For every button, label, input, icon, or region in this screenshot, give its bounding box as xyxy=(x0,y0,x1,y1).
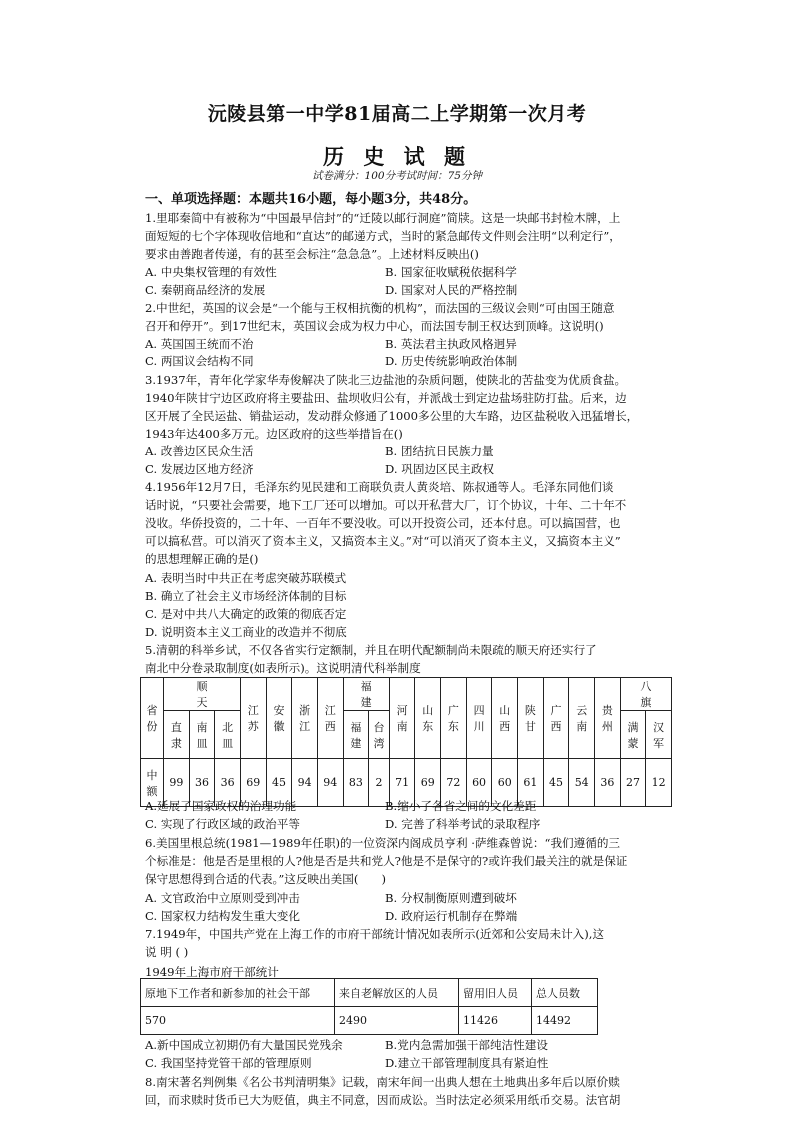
quota-cell: 99 xyxy=(164,759,190,807)
quota-cell: 60 xyxy=(492,759,518,807)
q2-option-c: C. 两国议会结构不同 xyxy=(145,354,254,368)
exam-title: 沅陵县第一中学81届高二上学期第一次月考 xyxy=(207,103,587,125)
sub-header: 满 蒙 xyxy=(620,711,646,759)
q5-option-d: D. 完善了科举考试的录取程序 xyxy=(385,817,541,831)
quota-cell: 71 xyxy=(389,759,415,807)
q7-option-a: A.新中国成立初期仍有大量国民党残余 xyxy=(145,1038,343,1052)
quota-cell: 45 xyxy=(543,759,569,807)
quota-cell: 60 xyxy=(466,759,492,807)
question-5-line: 南北中分卷录取制度(如表所示)。这说明清代科举制度 xyxy=(145,661,421,675)
question-4-line: 话时说，“只要社会需要，地下工厂还可以增加。可以开私营大厂，订个协议，十年、二十年不 xyxy=(145,498,627,512)
q5-option-a: A.延展了国家政权的治理功能 xyxy=(145,799,297,813)
q2-option-a: A. 英国国王统而不治 xyxy=(145,337,254,351)
table-caption: 1949年上海市府干部统计 xyxy=(145,965,279,979)
sub-header: 北 皿 xyxy=(215,711,241,759)
question-2-line: 2.中世纪，英国的议会是“一个能与王权相抗衡的机构”，而法国的三级议会则“可由国王随意 xyxy=(145,301,615,315)
quota-cell: 72 xyxy=(441,759,467,807)
cadre-value: 2490 xyxy=(335,1007,459,1035)
quota-cell: 36 xyxy=(189,759,215,807)
header-province: 山 东 xyxy=(415,678,441,759)
header-province: 陕 甘 xyxy=(518,678,544,759)
q1-option-b: B. 国家征收赋税依据科学 xyxy=(385,265,517,279)
question-1-line: 要求由善跑者传递，有的甚至会标注“急急急”。上述材料反映出() xyxy=(145,247,479,261)
quota-cell: 54 xyxy=(569,759,595,807)
q1-option-a: A. 中央集权管理的有效性 xyxy=(145,265,277,279)
q4-option-c: C. 是对中共八大确定的政策的彻底否定 xyxy=(145,607,347,621)
q4-option-b: B. 确立了社会主义市场经济体制的目标 xyxy=(145,589,347,603)
question-3-line: 3.1937年，青年化学家华寿俊解决了陕北三边盐池的杂质问题，使陕北的苦盐变为优质食盐。 xyxy=(145,373,627,387)
quota-cell: 45 xyxy=(266,759,292,807)
sub-header: 南 皿 xyxy=(189,711,215,759)
sub-header: 直 隶 xyxy=(164,711,190,759)
q1-option-d: D. 国家对人民的严格控制 xyxy=(385,283,518,297)
quota-cell: 83 xyxy=(343,759,369,807)
quota-cell: 36 xyxy=(215,759,241,807)
q2-option-d: D. 历史传统影响政治体制 xyxy=(385,354,518,368)
question-3-line: 区开展了全民运盐、销盐运动，发动群众修通了1000多公里的大车路，边区盐税收入迅猛增长， xyxy=(145,409,639,423)
cadre-header: 来自老解放区的人员 xyxy=(335,979,459,1007)
quota-cell: 69 xyxy=(415,759,441,807)
header-province: 贵 州 xyxy=(595,678,621,759)
question-4-line: 没收。华侨投资的，二十年、一百年不要没收。可以开投资公司，还本付息。可以搞国营，也 xyxy=(145,516,621,530)
question-2-line: 召开和停开”。到17世纪末，英国议会成为权力中心，而法国专制王权达到顶峰。这说明() xyxy=(145,319,604,333)
q6-option-c: C. 国家权力结构发生重大变化 xyxy=(145,909,300,923)
quota-cell: 27 xyxy=(620,759,646,807)
question-6-line: 个标准是：他是否是里根的人?他是否是共和党人?他是不是保守的?或许我们最关注的就是保证 xyxy=(145,854,628,868)
row-label: 中 额 xyxy=(141,759,164,807)
q2-option-b: B. 英法君主执政风格迥异 xyxy=(385,337,517,351)
cadre-value: 14492 xyxy=(532,1007,598,1035)
question-4-line: 可以搞私营。可以消灭了资本主义，又搞资本主义。”对“可以消灭了资本主义，又搞资本主义” xyxy=(145,534,621,548)
question-8-line: 8.南宋著名判例集《名公书判清明集》记载，南宋年间一出典人想在土地典出多年后以原价赎 xyxy=(145,1075,620,1089)
q3-option-c: C. 发展边区地方经济 xyxy=(145,462,254,476)
exam-subtitle: 历 史 试 题 xyxy=(323,144,471,169)
cadre-header: 总人员数 xyxy=(532,979,598,1007)
question-3-line: 1943年达400多万元。边区政府的这些举措旨在() xyxy=(145,427,403,441)
cadre-table xyxy=(140,978,598,1035)
q3-option-a: A. 改善边区民众生活 xyxy=(145,444,254,458)
header-province: 四 川 xyxy=(466,678,492,759)
sub-header: 福 建 xyxy=(343,711,369,759)
header-province: 河 南 xyxy=(389,678,415,759)
quota-cell: 36 xyxy=(595,759,621,807)
q7-option-d: D.建立干部管理制度具有紧迫性 xyxy=(385,1056,549,1070)
header-province: 云 南 xyxy=(569,678,595,759)
section-heading: 一、单项选择题：本题共16小题，每小题3分，共48分。 xyxy=(145,192,477,207)
q6-option-d: D. 政府运行机制存在弊端 xyxy=(385,909,518,923)
exam-meta: 试卷满分：100分考试时间：75分钟 xyxy=(312,170,482,182)
q5-option-c: C. 实现了行政区域的政治平等 xyxy=(145,817,300,831)
q5-option-b: B.缩小了各省之间的文化差距 xyxy=(385,799,537,813)
sub-header: 汉 军 xyxy=(646,711,672,759)
question-8-line: 回，而求赎时货币已大为贬值，典主不同意，因而成讼。当时法定必须采用纸币交易。法官胡 xyxy=(145,1093,621,1107)
province-header: 省 份 xyxy=(141,678,164,759)
q1-option-c: C. 秦朝商品经济的发展 xyxy=(145,283,266,297)
question-3-line: 1940年陕甘宁边区政府将主要盐田、盐坝收归公有，并派战士到定边盐场驻防打盐。后来，边 xyxy=(145,391,627,405)
q4-option-a: A. 表明当时中共正在考虑突破苏联模式 xyxy=(145,571,347,585)
q7-option-b: B.党内急需加强干部纯洁性建设 xyxy=(385,1038,548,1052)
cadre-header: 原地下工作者和新参加的社会干部 xyxy=(141,979,335,1007)
quota-cell: 12 xyxy=(646,759,672,807)
cadre-value: 11426 xyxy=(459,1007,532,1035)
q7-option-c: C. 我国坚持党管干部的管理原则 xyxy=(145,1056,312,1070)
quota-cell: 94 xyxy=(292,759,318,807)
header-province: 江 西 xyxy=(317,678,343,759)
question-7-line: 说 明 ( ) xyxy=(145,945,189,959)
header-province: 广 西 xyxy=(543,678,569,759)
question-6-line: 6.美国里根总统(1981—1989年任职)的一位资深内阁成员亨利 ·萨维森曾说：“我们遵循的三 xyxy=(145,836,621,850)
question-1-line: 1.里耶秦简中有被称为“中国最早信封”的“迁陵以邮行洞庭”简牍。这是一块邮书封检木牌，上 xyxy=(145,211,621,225)
question-7-line: 7.1949年，中国共产党在上海工作的市府干部统计情况如表所示(近郊和公安局未计入),这 xyxy=(145,927,605,941)
cadre-value: 570 xyxy=(141,1007,335,1035)
question-1-line: 面短短的七个字体现收信地和“直达”的邮递方式，当时的紧急邮传文件则会注明“以利定行”， xyxy=(145,229,621,243)
quota-cell: 2 xyxy=(369,759,390,807)
question-6-line: 保守思想得到合适的代表。”这反映出美国( ) xyxy=(145,872,387,886)
quota-cell: 69 xyxy=(240,759,266,807)
header-province: 安 徽 xyxy=(266,678,292,759)
header-province: 浙 江 xyxy=(292,678,318,759)
q3-option-b: B. 团结抗日民族力量 xyxy=(385,444,494,458)
question-4-line: 4.1956年12月7日，毛泽东约见民建和工商联负责人黄炎培、陈叔通等人。毛泽东同他们谈 xyxy=(145,480,614,494)
quota-table xyxy=(140,677,672,807)
header-province: 广 东 xyxy=(441,678,467,759)
header-baqi: 八 旗 xyxy=(620,678,671,711)
header-fujian: 福 建 xyxy=(343,678,389,711)
question-4-line: 的思想理解正确的是() xyxy=(145,552,259,566)
question-5-line: 5.清朝的科举乡试，不仅各省实行定额制，并且在明代配额制尚未限疏的顺天府还实行了 xyxy=(145,643,597,657)
q6-option-b: B. 分权制衡原则遭到破坏 xyxy=(385,891,517,905)
header-province: 江 苏 xyxy=(240,678,266,759)
cadre-header: 留用旧人员 xyxy=(459,979,532,1007)
sub-header: 台 湾 xyxy=(369,711,390,759)
quota-cell: 61 xyxy=(518,759,544,807)
q3-option-d: D. 巩固边区民主政权 xyxy=(385,462,495,476)
quota-cell: 94 xyxy=(317,759,343,807)
header-province: 山 西 xyxy=(492,678,518,759)
header-shuntian: 顺 天 xyxy=(164,678,241,711)
q6-option-a: A. 文官政治中立原则受到冲击 xyxy=(145,891,300,905)
q4-option-d: D. 说明资本主义工商业的改造并不彻底 xyxy=(145,625,347,639)
